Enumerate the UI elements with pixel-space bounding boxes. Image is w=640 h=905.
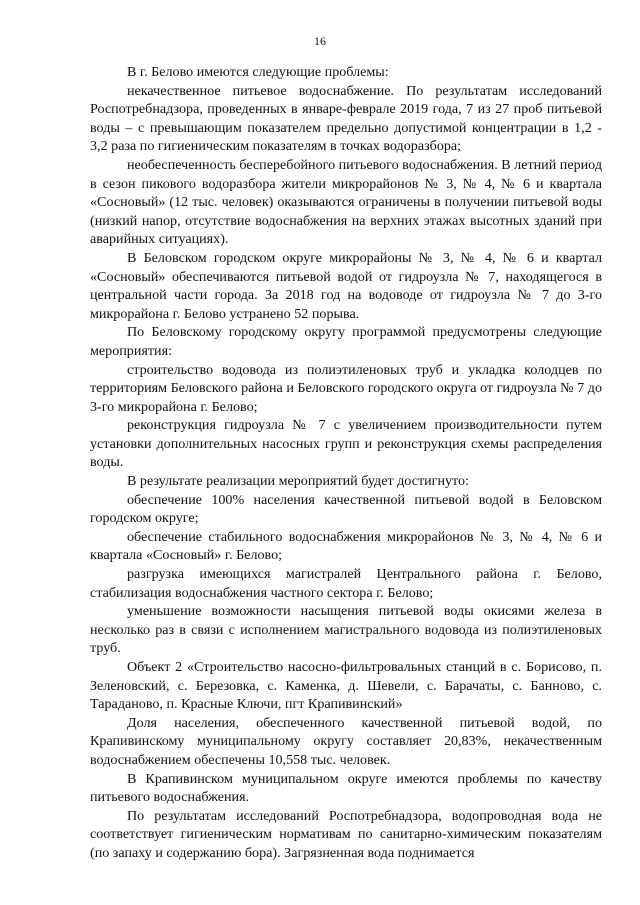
paragraph-results-intro: В результате реализации мероприятий будет достигнуто: <box>127 473 469 490</box>
paragraph-result-iron-reduction: уменьшение возможности насыщения питьевой воды окисями железа в несколько раз в связи с исполнением магистрального водовода из полиэтиленовых труб. <box>90 603 602 657</box>
paragraph-pipeline-construction: строительство водовода из полиэтиленовых труб и укладка колодцев по территориям Беловского района и Беловского городского округа от гидроузла № 7 до 3-го микрорайона г. Белово; <box>90 361 602 415</box>
paragraph-krapivinsky-problems: В Крапивинском муниципальном округе имеются проблемы по качеству питьевого водоснабжения. <box>90 770 602 806</box>
paragraph-object-2: Объект 2 «Строительство насосно-фильтровальных станций в с. Борисово, п. Зеленовский, с. Березовка, с. Каменка, д. Шевели, с. Барачаты, с. Банново, с. Тараданово, п. Красные Ключи, пгт Крапивинский» <box>90 659 602 713</box>
paragraph-hydronode-7: В Беловском городском округе микрорайоны № 3, № 4, № 6 и квартал «Сосновый» обеспечиваются питьевой водой от гидроузла № 7, находящегося в центральной части города. За 2018 год на водоводе от гидроузла № 7 до 3-го микрорайона г. Белово устранено 52 порыва. <box>90 249 602 322</box>
paragraph-problems-intro: В г. Белово имеются следующие проблемы: <box>127 64 389 80</box>
paragraph-result-unloading: разгрузка имеющихся магистралей Центрального района г. Белово, стабилизация водоснабжения частного сектора г. Белово; <box>90 566 602 601</box>
paragraph-result-stable-supply: обеспечение стабильного водоснабжения микрорайонов № 3, № 4, № 6 и квартала «Сосновый» г. Белово; <box>90 528 602 564</box>
page-number: 16 <box>314 34 326 48</box>
paragraph-rospotrebnadzor-results: По результатам исследований Роспотребнадзора, водопроводная вода не соответствует гигиеническим нормативам по санитарно-химическим показателям (по запаху и содержанию бора). Загрязненная вода поднимается <box>90 807 602 861</box>
body-text <box>90 63 602 863</box>
paragraph-hydronode-reconstruction: реконструкция гидроузла № 7 с увеличением производительности путем установки дополнительных насосных групп и реконструкция схемы распределения воды. <box>90 417 602 471</box>
paragraph-result-quality-water: обеспечение 100% населения качественной питьевой водой в Беловском городском округе; <box>90 491 602 527</box>
paragraph-poor-quality-water: некачественное питьевое водоснабжение. По результатам исследований Роспотребнадзора, проведенных в январе-феврале 2019 года, 7 из 27 проб питьевой воды – с превышающим показателем предельно допустимой концентрации в 1,2 - 3,2 раза по гигиеническим показателям в точках водоразбора; <box>90 82 602 155</box>
paragraph-population-share: Доля населения, обеспеченного качественной питьевой водой, по Крапивинскому муниципальному округу составляет 20,83%, некачественным водоснабжением обеспечены 10,558 тыс. человек. <box>90 714 602 768</box>
paragraph-unreliable-supply: необеспеченность бесперебойного питьевого водоснабжения. В летний период в сезон пикового водоразбора жители микрорайонов № 3, № 4, № 6 и квартала «Сосновый» (12 тыс. человек) оказываются ограничены в получении питьевой воды (низкий напор, отсутствие водоснабжения на верхних этажах высотных зданий при аварийных ситуациях). <box>90 156 602 248</box>
paragraph-planned-measures: По Беловскому городскому округу программой предусмотрены следующие мероприятия: <box>90 324 602 359</box>
